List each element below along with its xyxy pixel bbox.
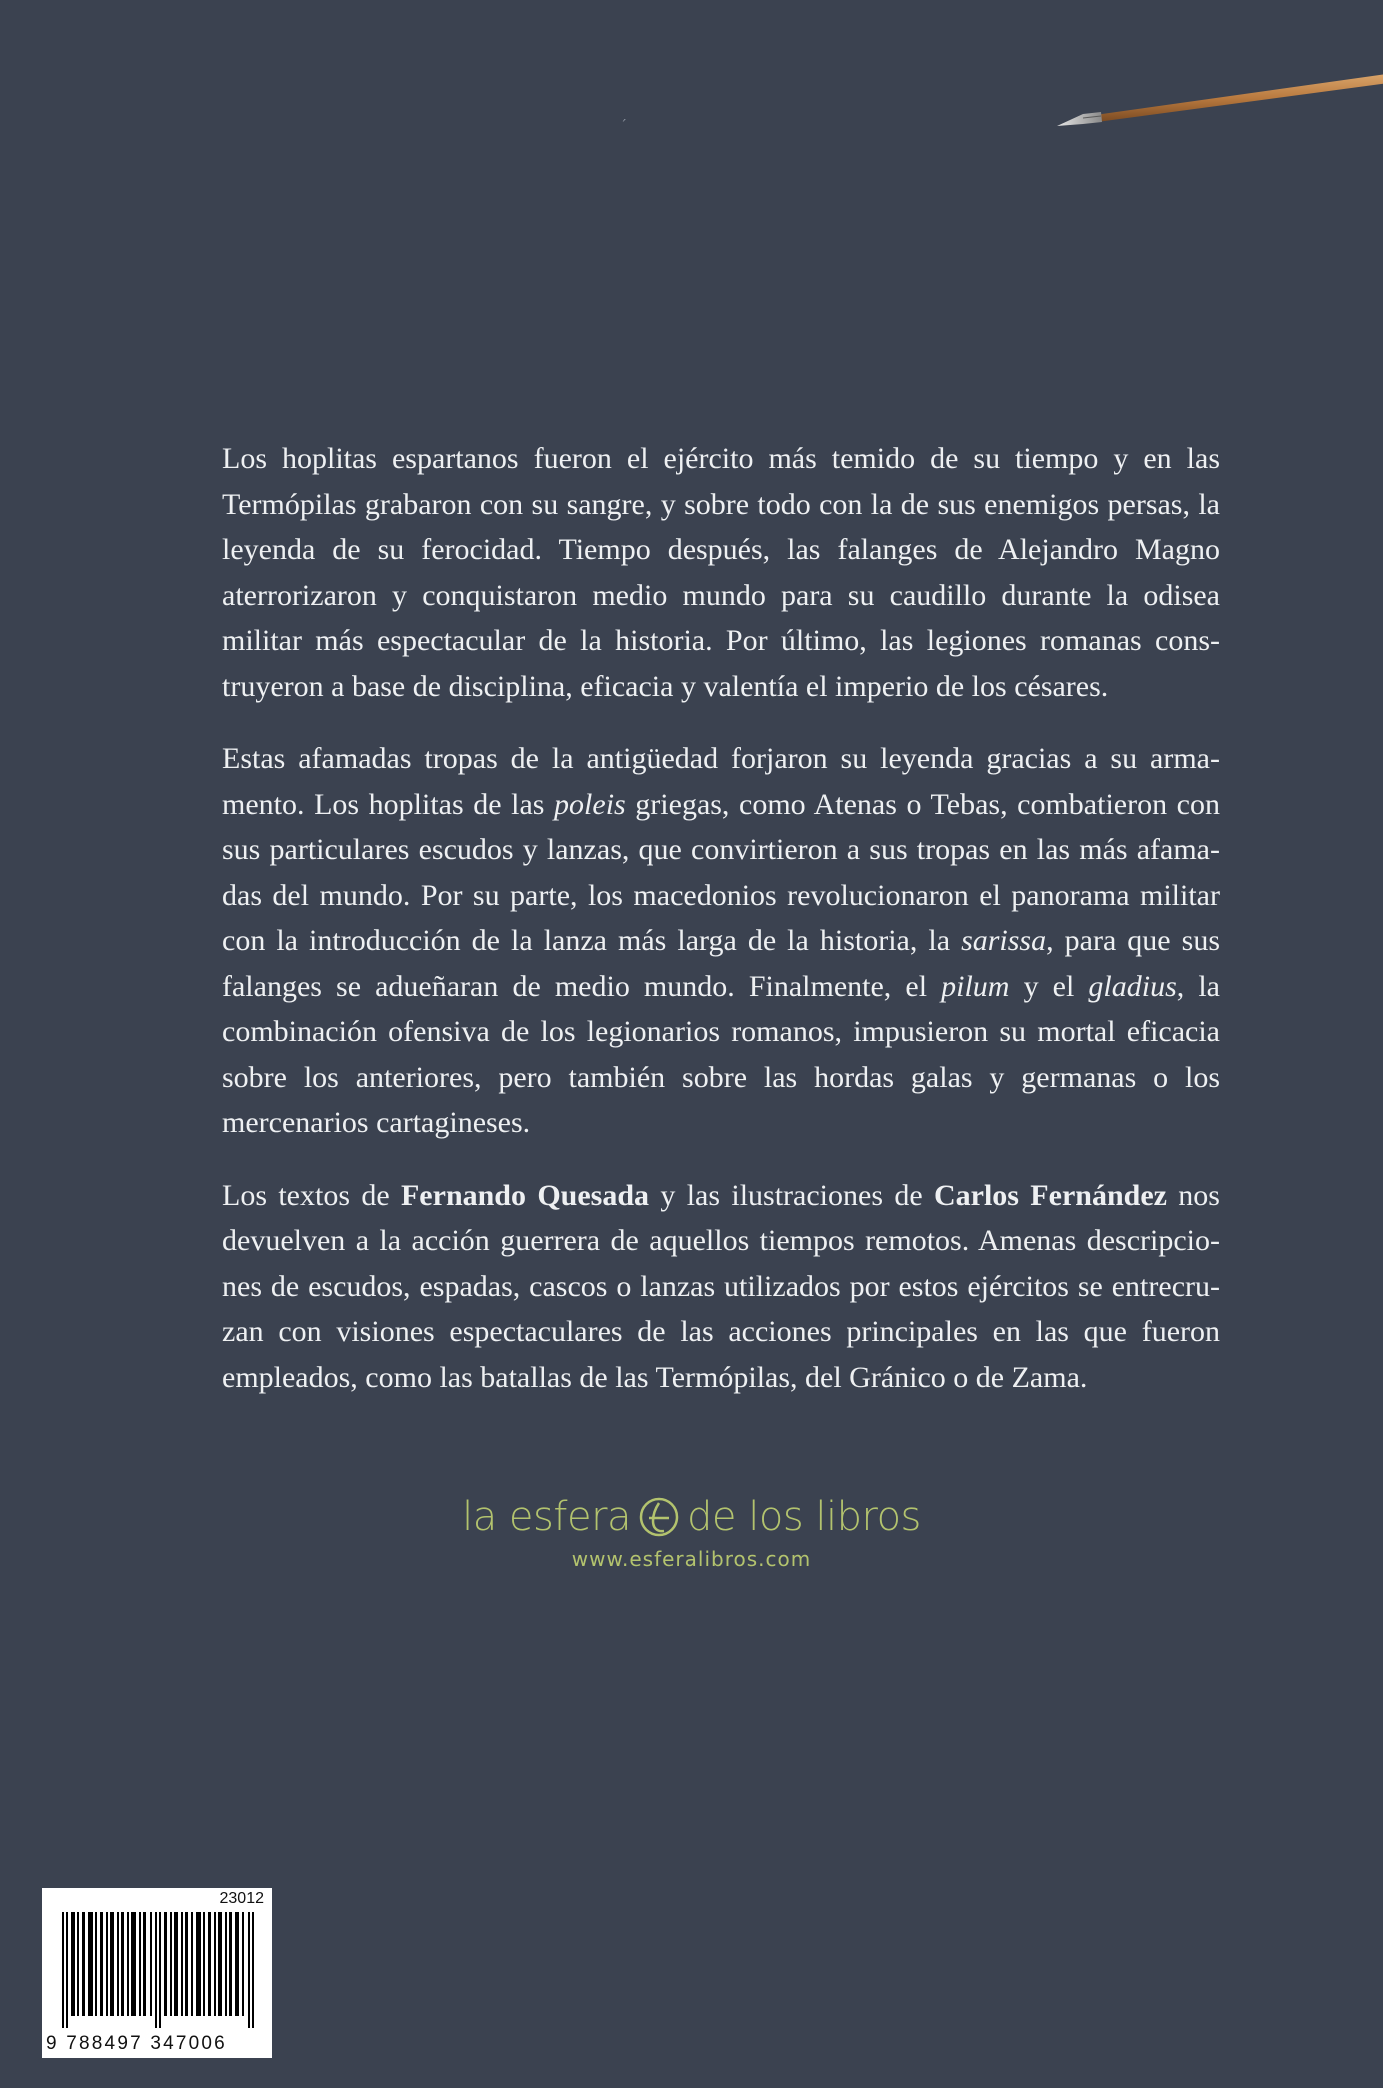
publisher-name-left: la esfera: [462, 1494, 632, 1540]
term-gladius: gladius: [1088, 969, 1177, 1003]
paragraph-2-text: y el: [1009, 969, 1089, 1003]
paragraph-2-text: Estas afamadas tropas de la antigüedad forjaron su leyenda gracias a su armamento. Los hoplitas de las: [222, 742, 1220, 821]
decorative-mark: ˊ: [620, 118, 627, 134]
term-pilum: pilum: [941, 969, 1010, 1003]
publisher-logo: [462, 1495, 921, 1539]
synopsis-text: [222, 436, 1220, 1400]
publisher-name-right: de los libros: [687, 1494, 921, 1540]
synopsis-paragraph-1: [222, 436, 1220, 709]
term-poleis: poleis: [554, 787, 626, 821]
author-name: Fernando Quesada: [400, 1178, 650, 1212]
spear-illustration: [1053, 70, 1383, 140]
term-sarissa: sarissa: [961, 924, 1047, 957]
paragraph-1-text: Los hoplitas espartanos fueron el ejército más temido de su tiempo y en las Termópilas grabaron con su sangre, y sobre todo con la de sus enemigos persas, la leyenda de su ferocidad. Tiempo después, las falanges de Alejandro Magno aterrorizaron y conquistaron medio mundo para su caudillo durante la odisea militar más espectacular de la historia. Por último, las legiones romanas construyeron a base de disciplina, eficacia y valentía el imperio de los césares.: [222, 442, 1220, 703]
publisher-logo-block: [0, 1495, 1383, 1571]
barcode-top-code: 23012: [219, 1890, 264, 1907]
paragraph-2-text: , para que sus falanges se adueñaran de medio mundo. Finalmente, el: [222, 924, 1220, 1003]
paragraph-2-text: griegas, como Atenas o Tebas, combatieron con sus particulares escudos y lanzas, que convirtieron a sus tropas en las más afamadas del mundo. Por su parte, los macedonios revolucionaron el panorama militar con la introducción de la lanza más larga de la historia, la: [222, 787, 1220, 957]
synopsis-paragraph-3: [222, 1173, 1220, 1401]
paragraph-3-text: nos devuelven a la acción guerrera de aquellos tiempos remotos. Amenas descripciones de escudos, espadas, cascos o lanzas utilizados por estos ejércitos se entrecruzan con visiones espectaculares de las acciones principales en las que fueron empleados, como las batallas de las Termópilas, del Gránico o de Zama.: [222, 1178, 1220, 1394]
paragraph-3-text: y las ilustraciones de: [649, 1178, 934, 1212]
paragraph-3-text: Los textos de: [222, 1178, 401, 1212]
barcode-isbn-number: 9 788497 347006: [46, 2033, 227, 2054]
isbn-barcode: [42, 1888, 272, 2058]
publisher-website: www.esferalibros.com: [571, 1547, 812, 1571]
synopsis-paragraph-2: [222, 736, 1220, 1146]
publisher-e-icon: [637, 1495, 681, 1539]
illustrator-name: Carlos Fernández: [933, 1178, 1167, 1212]
paragraph-2-text: , la combinación ofensiva de los legionarios romanos, impusieron su mortal eficacia sobre los anteriores, pero también sobre las hordas galas y germanas o los mercenarios cartagineses.: [222, 969, 1221, 1139]
barcode-bars: [62, 1912, 258, 2028]
